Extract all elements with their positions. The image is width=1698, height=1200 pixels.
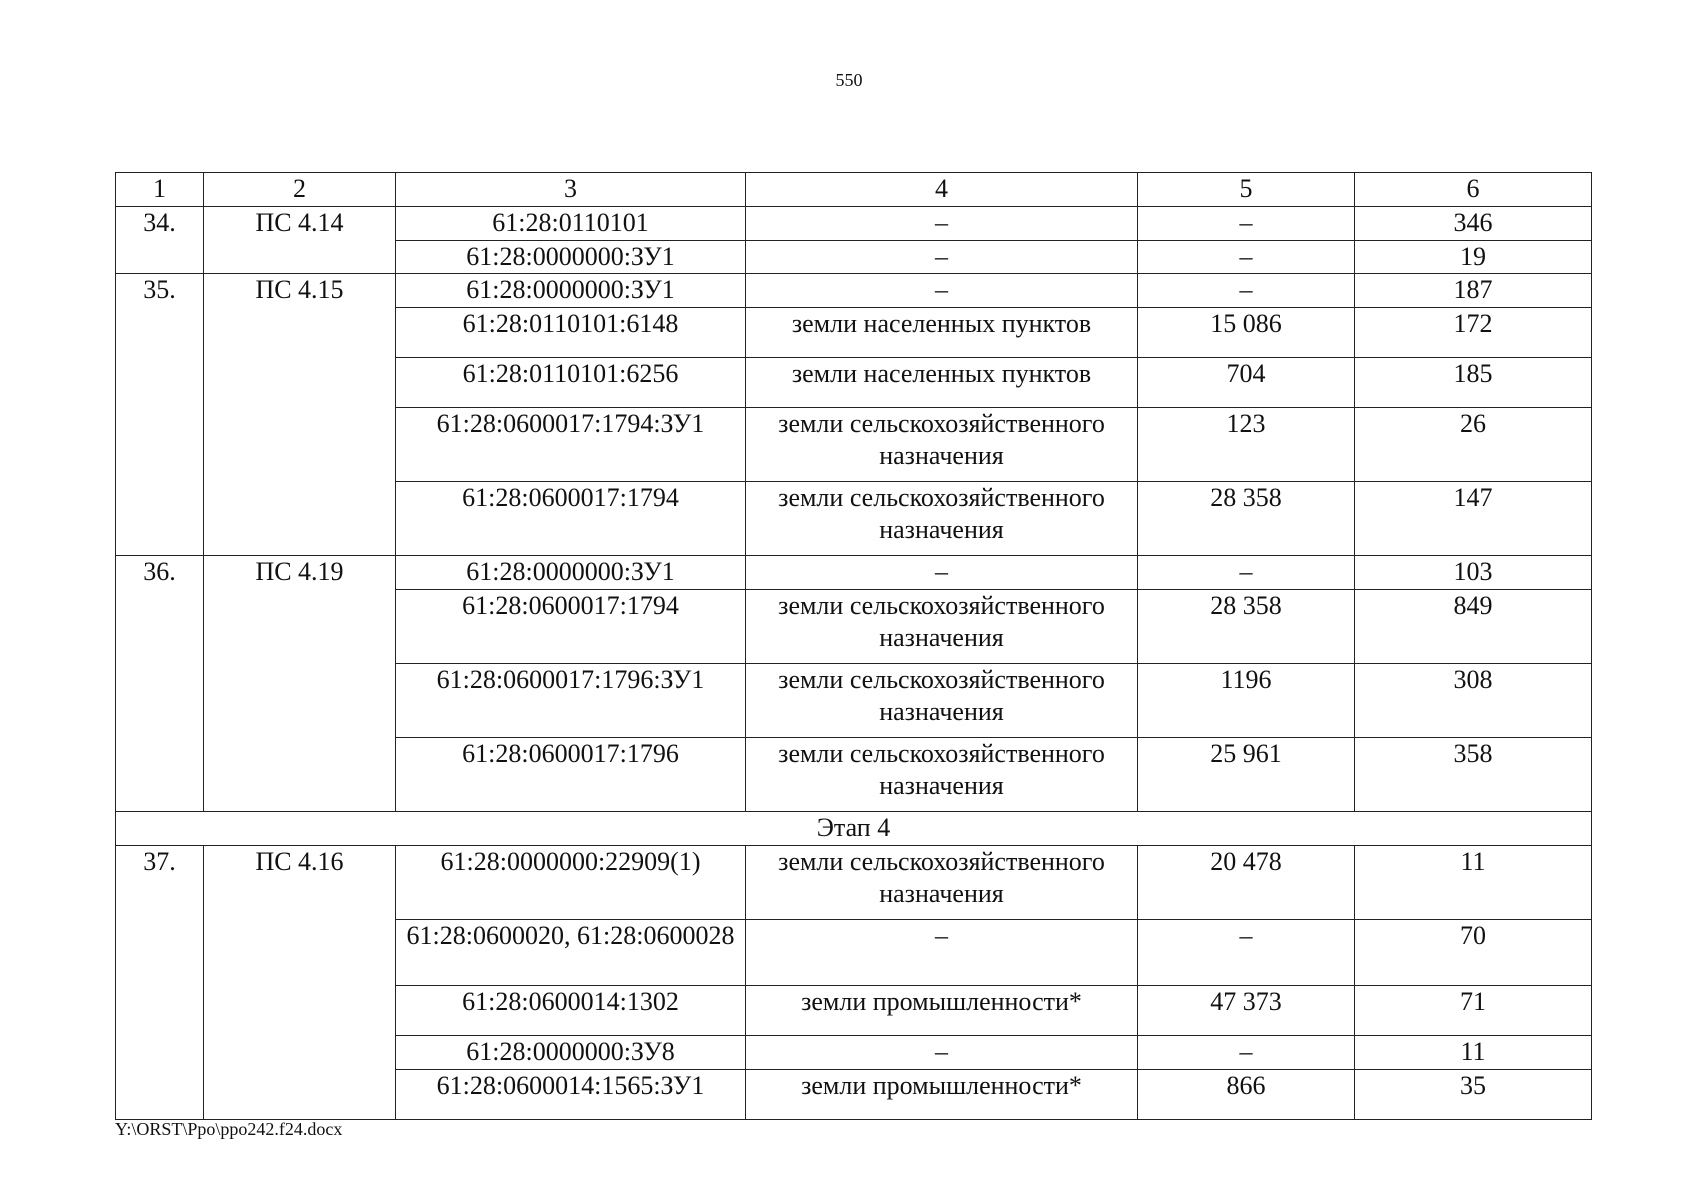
land-category-cell: земли сельскохозяйственного назначения [746, 590, 1138, 664]
land-category-cell: – [746, 241, 1138, 274]
land-category-cell: – [746, 274, 1138, 308]
value-cell: 147 [1355, 482, 1592, 556]
file-path-footer: Y:\ORST\Ppo\ppo242.f24.docx [115, 1119, 343, 1139]
object-name-cell: ПС 4.16 [204, 846, 396, 1120]
plot-area-cell: 123 [1138, 408, 1355, 482]
table-row [116, 556, 1592, 590]
plot-area-cell: 704 [1138, 358, 1355, 408]
land-category-cell: земли промышленности* [746, 1070, 1138, 1120]
value-cell: 26 [1355, 408, 1592, 482]
stage-label: Этап 4 [116, 812, 1592, 846]
land-category-cell: – [746, 1036, 1138, 1070]
plot-area-cell: – [1138, 207, 1355, 241]
plot-area-cell: 28 358 [1138, 482, 1355, 556]
object-name-cell: ПС 4.15 [204, 274, 396, 556]
plot-area-cell: 25 961 [1138, 738, 1355, 812]
plot-area-cell: – [1138, 920, 1355, 986]
value-cell: 71 [1355, 986, 1592, 1036]
column-number-header: 6 [1355, 173, 1592, 207]
land-category-cell: земли сельскохозяйственного назначения [746, 664, 1138, 738]
value-cell: 187 [1355, 274, 1592, 308]
land-category-cell: земли сельскохозяйственного назначения [746, 846, 1138, 920]
plot-area-cell: 15 086 [1138, 308, 1355, 358]
cadastral-number-cell: 61:28:0000000:ЗУ1 [396, 556, 746, 590]
plot-area-cell: 28 358 [1138, 590, 1355, 664]
value-cell: 103 [1355, 556, 1592, 590]
value-cell: 346 [1355, 207, 1592, 241]
column-number-header: 3 [396, 173, 746, 207]
cadastral-number-cell: 61:28:0110101:6148 [396, 308, 746, 358]
stage-row [116, 812, 1592, 846]
value-cell: 172 [1355, 308, 1592, 358]
object-name-cell: ПС 4.19 [204, 556, 396, 812]
land-category-cell: земли промышленности* [746, 986, 1138, 1036]
plot-area-cell: – [1138, 1036, 1355, 1070]
table-header-row [116, 173, 1592, 207]
land-plot-table [115, 172, 1592, 1120]
value-cell: 19 [1355, 241, 1592, 274]
cadastral-number-cell: 61:28:0600017:1794 [396, 482, 746, 556]
value-cell: 11 [1355, 846, 1592, 920]
value-cell: 185 [1355, 358, 1592, 408]
cadastral-number-cell: 61:28:0000000:ЗУ8 [396, 1036, 746, 1070]
cadastral-number-cell: 61:28:0110101:6256 [396, 358, 746, 408]
value-cell: 35 [1355, 1070, 1592, 1120]
cadastral-number-cell: 61:28:0600017:1794:ЗУ1 [396, 408, 746, 482]
land-category-cell: земли сельскохозяйственного назначения [746, 738, 1138, 812]
cadastral-number-cell: 61:28:0600020, 61:28:0600028 [396, 920, 746, 986]
cadastral-number-cell: 61:28:0000000:22909(1) [396, 846, 746, 920]
value-cell: 358 [1355, 738, 1592, 812]
cadastral-number-cell: 61:28:0600017:1796:ЗУ1 [396, 664, 746, 738]
plot-area-cell: – [1138, 274, 1355, 308]
land-category-cell: – [746, 207, 1138, 241]
row-number-cell: 37. [116, 846, 204, 1120]
land-category-cell: земли населенных пунктов [746, 308, 1138, 358]
plot-area-cell: 1196 [1138, 664, 1355, 738]
cadastral-number-cell: 61:28:0110101 [396, 207, 746, 241]
value-cell: 11 [1355, 1036, 1592, 1070]
value-cell: 308 [1355, 664, 1592, 738]
cadastral-number-cell: 61:28:0600014:1565:ЗУ1 [396, 1070, 746, 1120]
plot-area-cell: 20 478 [1138, 846, 1355, 920]
column-number-header: 4 [746, 173, 1138, 207]
cadastral-number-cell: 61:28:0000000:ЗУ1 [396, 274, 746, 308]
cadastral-number-cell: 61:28:0600017:1796 [396, 738, 746, 812]
table-row [116, 846, 1592, 920]
column-number-header: 2 [204, 173, 396, 207]
row-number-cell: 35. [116, 274, 204, 556]
land-category-cell: земли населенных пунктов [746, 358, 1138, 408]
page-number: 550 [835, 70, 863, 90]
land-category-cell: – [746, 920, 1138, 986]
column-number-header: 5 [1138, 173, 1355, 207]
land-category-cell: – [746, 556, 1138, 590]
plot-area-cell: 47 373 [1138, 986, 1355, 1036]
land-category-cell: земли сельскохозяйственного назначения [746, 482, 1138, 556]
cadastral-number-cell: 61:28:0600017:1794 [396, 590, 746, 664]
plot-area-cell: 866 [1138, 1070, 1355, 1120]
plot-area-cell: – [1138, 556, 1355, 590]
table-row [116, 274, 1592, 308]
value-cell: 849 [1355, 590, 1592, 664]
value-cell: 70 [1355, 920, 1592, 986]
table-row [116, 207, 1592, 241]
cadastral-number-cell: 61:28:0000000:ЗУ1 [396, 241, 746, 274]
cadastral-number-cell: 61:28:0600014:1302 [396, 986, 746, 1036]
column-number-header: 1 [116, 173, 204, 207]
row-number-cell: 36. [116, 556, 204, 812]
row-number-cell: 34. [116, 207, 204, 274]
plot-area-cell: – [1138, 241, 1355, 274]
object-name-cell: ПС 4.14 [204, 207, 396, 274]
land-category-cell: земли сельскохозяйственного назначения [746, 408, 1138, 482]
